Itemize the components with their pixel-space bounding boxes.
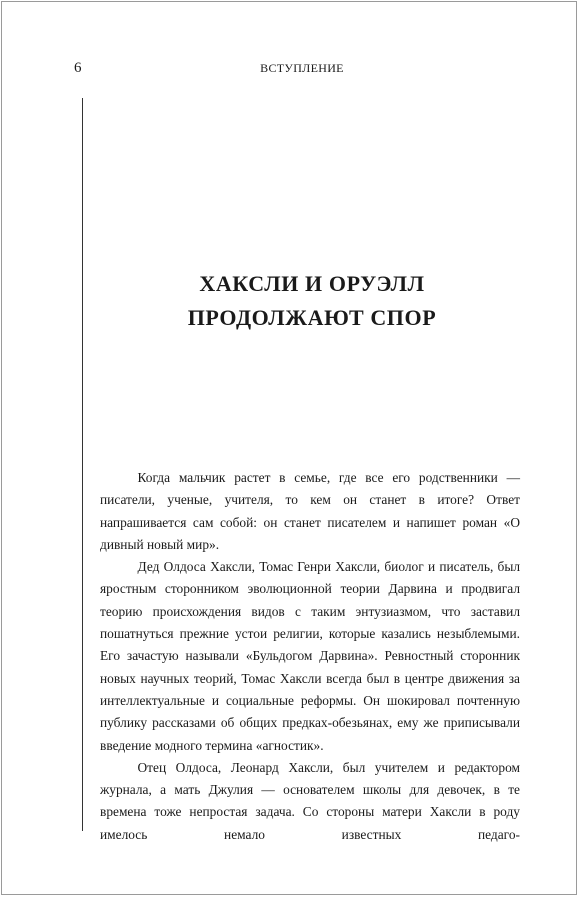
paragraph-3: Отец Олдоса, Леонард Хаксли, был учителем и редактором журнала, а мать Джулия — основателем школы для девочек, в те времена тоже непростая задача. Со стороны матери Хаксли в роду имелось немало известных педаго-	[100, 759, 520, 842]
book-page	[1, 1, 577, 895]
running-head: ВСТУПЛЕНИЕ	[260, 61, 344, 75]
paragraph-2: Дед Олдоса Хаксли, Томас Генри Хаксли, биолог и писатель, был яростным сторонником эволюционной теории Дарвина и продвигал теорию происхождения видов с таким энтузиазмом, что заставил пошатнуться прежние устои религии, которые казались незыблемыми. Его зачастую называли «Бульдогом Дарвина». Ревностный сторонник новых научных теорий, Томас Хаксли всегда был в центре движения за интеллектуальные и социальные реформы. Он шокировал почтенную публику рассказами об общих предках-обезьянах, ему же приписывали введение модного термина «агностик».	[100, 559, 520, 753]
chapter-title	[102, 267, 522, 335]
chapter-title-line-2: ПРОДОЛЖАЮТ СПОР	[187, 305, 437, 330]
margin-rule	[82, 98, 83, 831]
body-text	[100, 467, 520, 846]
page-number: 6	[74, 60, 82, 76]
chapter-title-line-1: ХАКСЛИ И ОРУЭЛЛ	[199, 271, 425, 296]
paragraph-1: Когда мальчик растет в семье, где все его родственники — писатели, ученые, учителя, то кем он станет в итоге? Ответ напрашивается сам собой: он станет писателем и напишет роман «О дивный новый мир».	[100, 470, 520, 552]
